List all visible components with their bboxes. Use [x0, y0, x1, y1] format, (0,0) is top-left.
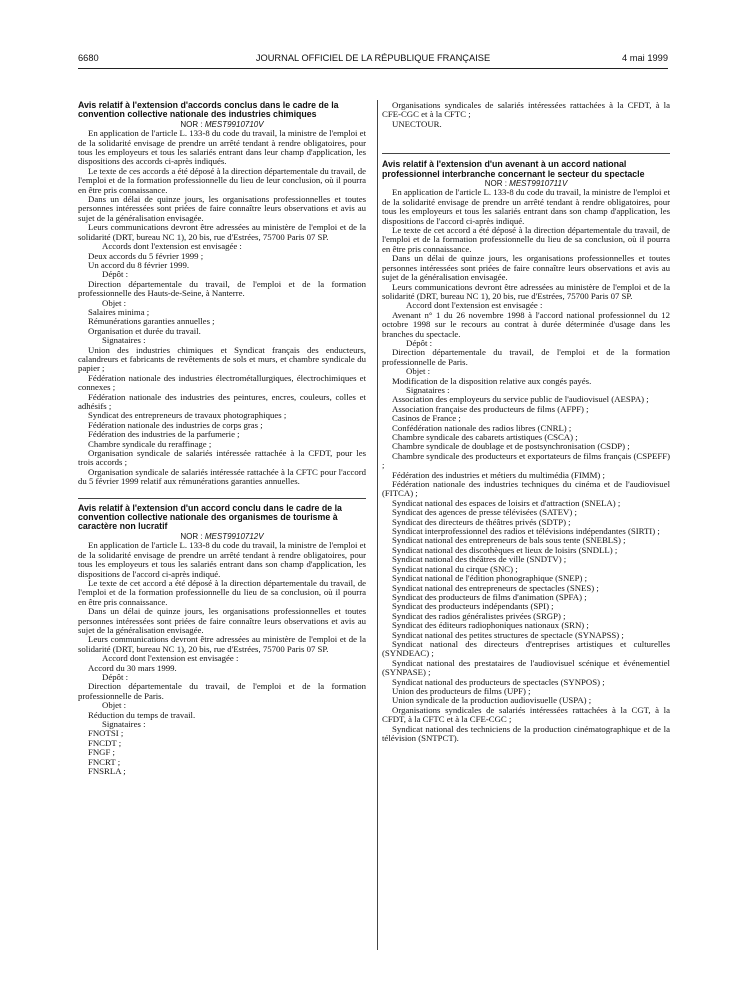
list-item: Accord du 30 mars 1999. — [88, 662, 177, 673]
avis-title: Avis relatif à l'extension d'accords conclus dans le cadre de la convention collective nationale des industries chimiques — [78, 100, 339, 120]
signataire: Chambre syndicale des cabarets artistiques (CSCA) ; — [392, 432, 578, 442]
signataire: Fédération nationale des industries des peintures, encres, couleurs, colles et adhésifs ; — [78, 391, 366, 411]
signataire: FNOTSI ; — [88, 728, 124, 739]
signataire: Syndicat national du cirque (SNC) ; — [392, 563, 518, 574]
list-item: Salaires minima ; — [88, 306, 150, 317]
signataire: Syndicat des producteurs indépendants (SPI) ; — [392, 601, 554, 612]
paragraph: Leurs communications devront être adressées au ministère de l'emploi et de la solidarité (DRT, bureau NC 1), 20 bis, rue d'Estrées, 75700 Paris 07 SP. — [78, 222, 366, 242]
signataire: Syndicat des entrepreneurs de travaux photographiques ; — [88, 410, 287, 421]
signataire: Fédération nationale des industries de corps gras ; — [88, 419, 263, 430]
paragraph: Le texte de ces accords a été déposé à la direction départementale du travail, de l'emploi et de la formation professionnelle du lieu de leur conclusion, où il pourra en être pris connaissance. — [78, 165, 366, 195]
continuation-text: Organisations syndicales de salariés intéressées rattachées à la CFDT, à la CFE-CGC et à la CFTC ; — [382, 100, 670, 120]
signataire: Syndicat national des prestataires de l'audiovisuel scénique et événementiel (SYNPASE) ; — [382, 657, 670, 678]
section-label: Accord dont l'extension est envisagée : — [102, 653, 239, 664]
list-item: Deux accords du 5 février 1999 ; — [88, 250, 204, 261]
list-item: Rémunérations garanties annuelles ; — [88, 316, 215, 327]
nor-code: MEST9910710V — [204, 119, 264, 129]
issue-date: 4 mai 1999 — [622, 53, 668, 63]
nor-code: MEST9910711V — [509, 179, 568, 189]
section-label: Objet : — [102, 700, 127, 711]
section-separator — [78, 498, 366, 499]
paragraph: Dans un délai de quinze jours, les organisations professionnelles et toutes personnes intéressées sont priées de faire connaître leurs observations et avis au sujet de la généralisation envisagée. — [78, 606, 366, 635]
section-label: Dépôt : — [102, 671, 129, 682]
signataire: Syndicat des agences de presse télévisées (SATEV) ; — [392, 507, 577, 518]
nor-label: NOR : — [180, 531, 203, 541]
signataire: Syndicat des éditeurs radiophoniques nationaux (SRN) ; — [392, 620, 589, 631]
section-label: Objet : — [406, 366, 431, 377]
signataire: Syndicat national des espaces de loisirs et d'attraction (SNELA) ; — [392, 497, 621, 508]
signataire: Fédération nationale des industries techniques du cinéma et de l'audiovisuel (FITCA) ; — [382, 479, 670, 499]
section-label: Signataires : — [102, 719, 146, 729]
avis-title: Avis relatif à l'extension d'un avenant à un accord national professionnel interbranche concernant le secteur du spectacle — [382, 159, 645, 179]
signataire: Fédération des industries de la parfumerie ; — [88, 429, 240, 440]
ext-text: Avenant n° 1 du 26 novembre 1998 à l'accord national professionnel du 12 octobre 1998 sur le recours au contrat à durée déterminée d'usage dans les branches du spectacle. — [382, 309, 670, 339]
signataire: FNCDT ; — [88, 737, 122, 748]
nor-label: NOR : — [180, 119, 203, 129]
signataire: Organisation syndicale de salariés intéressée rattachée à la CFTC pour l'accord du 5 février 1999 relatif aux rémunérations garanties annuelles. — [78, 466, 366, 487]
page-number: 6680 — [78, 53, 99, 63]
page-header — [78, 53, 668, 67]
signataire: Chambre syndicale des producteurs et exportateurs de films français (CSPEFF) ; — [382, 450, 670, 471]
section-label: Objet : — [102, 297, 127, 308]
signataire: Syndicat des directeurs de théâtres privés (SDTP) ; — [392, 516, 571, 527]
signataire: Association française des producteurs de films (AFPF) ; — [392, 403, 589, 414]
avis-organismes-tourisme — [78, 504, 366, 777]
depot-text: Direction départementale du travail, de l'emploi et de la formation professionnelle de Paris. — [78, 681, 366, 701]
signataire: Syndicat des radios généralistes privées (SRGP) ; — [392, 610, 566, 621]
signataire: Syndicat national de l'édition phonographique (SNEP) ; — [392, 573, 588, 584]
section-label: Dépôt : — [102, 269, 129, 280]
signataire: FNCRT ; — [88, 756, 121, 767]
section-label: Signataires : — [102, 335, 146, 346]
signataire: Union syndicale de la production audiovisuelle (USPA) ; — [392, 695, 592, 706]
right-column — [382, 101, 670, 743]
signataire: Confédération nationale des radios libres (CNRL) ; — [392, 422, 572, 433]
depot-text: Direction départementale du travail, de l'emploi et de la formation professionnelle de Paris. — [382, 347, 670, 367]
depot-text: Direction départementale du travail, de l'emploi et de la formation professionnelle des Hauts-de-Seine, à Nanterre. — [78, 278, 366, 299]
column-divider — [377, 100, 378, 950]
signataire: FNGF ; — [88, 747, 115, 758]
nor-label: NOR : — [484, 179, 507, 189]
section-label: Accords dont l'extension est envisagée : — [102, 241, 242, 252]
signataire: Syndicat national des producteurs de spectacles (SYNPOS) ; — [392, 676, 605, 687]
paragraph: En application de l'article L. 133-8 du code du travail, la ministre de l'emploi et de la solidarité envisage de prendre un arrêté tendant à rendre obligatoires, pour tous les employeurs et tous les salariés entrant dans son champ d'application, les dispositions de l'accord ci-après indiqué. — [78, 540, 366, 579]
section-label: Dépôt : — [406, 337, 433, 348]
signataire: Syndicat des producteurs de films d'animation (SPFA) ; — [392, 591, 587, 602]
signataire: FNSRLA ; — [88, 766, 126, 777]
signataire: Casinos de France ; — [392, 413, 461, 424]
list-item: Organisation et durée du travail. — [88, 325, 201, 336]
signataire: Chambre syndicale du reraffinage ; — [88, 438, 212, 449]
section-label: Accord dont l'extension est envisagée : — [406, 300, 543, 311]
paragraph: En application de l'article L. 133-8 du code du travail, la ministre de l'emploi et de la solidarité envisage de prendre un arrêté tendant à rendre obligatoires, pour tous les employeurs et tous les salariés entrant dans leur champ d'application, les dispositions des accords ci-après indiqués. — [78, 128, 366, 167]
signataire: Fédération des industries et métiers du multimédia (FIMM) ; — [392, 469, 605, 480]
signataire: Association des employeurs du service public de l'audiovisuel (AESPA) ; — [392, 394, 649, 405]
objet-text: Modification de la disposition relative aux congés payés. — [392, 375, 592, 386]
signataire: Syndicat national des petites structures de spectacle (SYNAPSS) ; — [392, 629, 624, 640]
objet-text: Réduction du temps de travail. — [88, 709, 196, 720]
signataire: Syndicat national des entrepreneurs de spectacles (SNES) ; — [392, 582, 599, 593]
paragraph: Dans un délai de quinze jours, les organisations professionnelles et toutes personnes intéressées sont priées de faire connaître leurs observations et avis au sujet de la généralisation envisagée. — [382, 253, 670, 283]
signataire: Organisations syndicales de salariés intéressées rattachées à la CGT, à la CFDT, à la CFTC et à la CFE-CGC ; — [382, 704, 670, 725]
section-separator — [382, 153, 670, 154]
signataire: Syndicat national des techniciens de la production cinématographique et de la télévision (SNTPCT). — [382, 723, 670, 743]
section-label: Signataires : — [406, 384, 450, 395]
paragraph: Leurs communications devront être adressées au ministère de l'emploi et de la solidarité (DRT, bureau NC 1), 20 bis, rue d'Estrées, 75700 Paris 07 SP. — [78, 634, 366, 654]
signataire: Organisation syndicale de salariés intéressée rattachée à la CFDT, pour les trois accords ; — [78, 448, 366, 468]
header-rule — [78, 68, 668, 69]
avis-industries-chimiques — [78, 101, 366, 487]
paragraph: Leurs communications devront être adressées au ministère de l'emploi et de la solidarité (DRT, bureau NC 1), 20 bis, rue d'Estrées, 75700 Paris 07 SP. — [382, 281, 670, 301]
signataire: Syndicat interprofessionnel des radios et télévisions indépendantes (SIRTI) ; — [392, 526, 660, 537]
signataire: Chambre syndicale de doublage et de postsynchronisation (CSDP) ; — [392, 441, 630, 452]
left-column — [78, 101, 366, 776]
signataire: Fédération nationale des industries électrométallurgiques, électrochimiques et connexes ; — [78, 372, 366, 393]
avis-title: Avis relatif à l'extension d'un accord conclu dans le cadre de la convention collective nationale des organismes de tourisme à caractère non lucratif — [78, 502, 342, 532]
continuation-text: UNECTOUR. — [392, 118, 442, 129]
paragraph: Le texte de cet accord a été déposé à la direction départementale du travail, de l'emploi et de la formation professionnelle du lieu de sa conclusion, où il pourra en être pris connaissance. — [78, 577, 366, 607]
list-item: Un accord du 8 février 1999. — [88, 259, 190, 270]
signataire: Syndicat national des discothèques et lieux de loisirs (SNDLL) ; — [392, 544, 618, 555]
signataire: Union des producteurs de films (UPF) ; — [392, 685, 531, 696]
signataire: Union des industries chimiques et Syndicat français des enducteurs, calandreurs et fabricants de revêtements de sols et murs, et chambre syndicale du papier ; — [78, 344, 366, 374]
paragraph: Le texte de cet accord a été déposé à la direction départementale du travail, de l'emploi et de la formation professionnelle du lieu de sa conclusion, où il pourra en être pris connaissance. — [382, 225, 670, 254]
signataire: Syndicat national des directeurs d'entreprises artistiques et culturelles (SYNDEAC) ; — [382, 638, 670, 659]
avis-secteur-spectacle — [382, 160, 670, 743]
paragraph: Dans un délai de quinze jours, les organisations professionnelles et toutes personnes intéressées sont priées de faire connaître leurs observations et avis au sujet de la généralisation envisagée. — [78, 194, 366, 223]
nor-code: MEST9910712V — [204, 531, 264, 541]
paragraph: En application de l'article L. 133-8 du code du travail, la ministre de l'emploi et de la solidarité envisage de prendre un arrêté tendant à rendre obligatoires, pour tous les employeurs et tous les salariés entrant dans son champ d'application, les dispositions de l'accord ci-après indiqué. — [382, 187, 670, 226]
signataire: Syndicat national des théâtres de ville (SNDTV) ; — [392, 554, 567, 565]
signataire: Syndicat national des entrepreneurs de bals sous tente (SNEBLS) ; — [392, 535, 626, 546]
journal-title: JOURNAL OFFICIEL DE LA RÉPUBLIQUE FRANÇAISE — [255, 53, 491, 63]
